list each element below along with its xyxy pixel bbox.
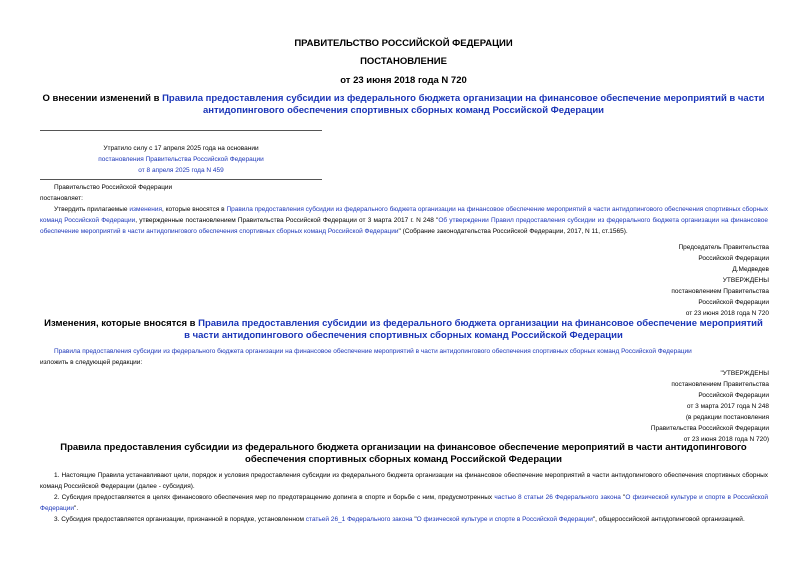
rule-item-2 [40,492,768,514]
approved-date: от 23 июня 2018 года N 720 [685,310,769,317]
item3-article-link[interactable]: статьей 26_1 Федерального закона [305,516,413,523]
title-prefix: О внесении изменений в [42,93,163,104]
approved2-label: "УТВЕРЖДЕНЫ [720,370,769,377]
approved2-edition: (в редакции постановления [685,414,769,421]
item2-text-a: 2. Субсидия предоставляется в целях финансового обеспечения мер по предотвращению допинга в спорте и борьбе с ним, предусмотренных [54,494,495,501]
rules-title: Правила предоставления субсидии из федерального бюджета организации на финансовое обеспечение мероприятий в части антидопингового обеспечения спортивных сборных команд Российской Федерации [60,442,747,465]
changes-title-prefix: Изменения, которые вносятся в [44,318,199,329]
approved-label: УТВЕРЖДЕНЫ [722,277,769,284]
document-type-heading: ПОСТАНОВЛЕНИЕ [360,56,447,67]
approved-country: Российской Федерации [698,299,769,306]
p3-text-a: Утвердить прилагаемые [54,206,130,213]
approved2-country: Российской Федерации [698,392,769,399]
status-note-link-decree[interactable]: постановления Правительства Российской Федерации [98,156,264,163]
approved2-by: постановлением Правительства [671,381,769,388]
status-note-link-date[interactable]: от 8 апреля 2025 года N 459 [138,167,224,174]
document-title [40,93,767,117]
body-government: Правительство Российской Федерации [54,184,173,191]
signature-block [671,242,769,319]
signature-country: Российской Федерации [698,255,769,262]
signature-position: Председатель Правительства [678,244,769,251]
p3-changes-link[interactable]: изменения [129,206,163,213]
top-divider [40,130,322,131]
changes-title-rules-link[interactable]: Правила предоставления субсидии из федерального бюджета организации на финансовое обеспечение мероприятий в части антидопингового обеспечения спортивных сборных команд Российской Федерации [184,318,763,341]
bottom-divider [40,179,322,180]
changes-paragraph-rest: изложить в следующей редакции: [40,359,143,366]
status-note [40,143,322,176]
signature-name: Д.Медведев [732,266,769,273]
p3-rules-link[interactable]: Правила предоставления субсидии из федерального бюджета организации на финансовое обеспечение мероприятий в части антидопингового обеспечения спортивных сборных команд Российской Федерации [40,206,768,224]
approved2-date: от 3 марта 2017 года N 248 [686,403,769,410]
changes-rules-link[interactable]: Правила предоставления субсидии из федерального бюджета организации на финансовое обеспечение мероприятий в части антидопингового обеспечения спортивных сборных команд Российской Федерации [54,348,692,355]
item3-text-c: ", общероссийской антидопинговой организацией. [592,516,745,523]
p3-decree-link[interactable]: Об утверждении Правил предоставления субсидии из федерального бюджета организации на финансовое обеспечение мероприятий в части антидопингового обеспечения спортивных сборных команд Российской Федерации [40,217,768,235]
rule-item-3 [40,514,768,525]
status-note-text: Утратило силу с 17 апреля 2025 года на основании [103,145,259,152]
body-decrees: постановляет: [40,195,83,202]
p3-text-c: , утвержденные постановлением Правительства Российской Федерации от 3 марта 2017 г. N 248 " [135,217,439,224]
item3-text-a: 3. Субсидия предоставляется организации, признанной в порядке, установленном [54,516,306,523]
p3-text-b: , которые вносятся в [162,206,227,213]
item2-article-link[interactable]: частью 8 статьи 26 Федерального закона [494,494,621,501]
approved-by: постановлением Правительства [671,288,769,295]
item2-text-c: ". [74,505,79,512]
p3-text-d: " (Собрание законодательства Российской Федерации, 2017, N 11, ст.1565). [398,228,628,235]
approved2-edition-date: от 23 июня 2018 года N 720) [683,436,769,443]
changes-title [40,318,767,342]
document-date: от 23 июня 2018 года N 720 [340,75,467,86]
approved2-government: Правительства Российской Федерации [650,425,769,432]
item2-text-b: " [620,494,626,501]
item3-law-link[interactable]: О физической культуре и спорте в Российской Федерации [416,516,593,523]
approved-block-2 [651,368,769,445]
rule-item-1: 1. Настоящие Правила устанавливают цели, порядок и условия предоставления субсидии из федерального бюджета организации на финансовое обеспечение мероприятий в части антидопингового обеспечения спортивных сборных команд Российской Федерации (далее - субсидия). [40,472,768,490]
item3-text-b: " [412,516,417,523]
body-main-paragraph [40,204,768,237]
changes-paragraph [40,346,768,357]
item2-law-link[interactable]: О физической культуре и спорте в Российской Федерации [40,494,768,512]
title-rules-link[interactable]: Правила предоставления субсидии из федерального бюджета организации на финансовое обеспечение мероприятий в части антидопингового обеспечения спортивных сборных команд Российской Федерации [162,93,765,116]
government-heading: ПРАВИТЕЛЬСТВО РОССИЙСКОЙ ФЕДЕРАЦИИ [294,38,513,49]
